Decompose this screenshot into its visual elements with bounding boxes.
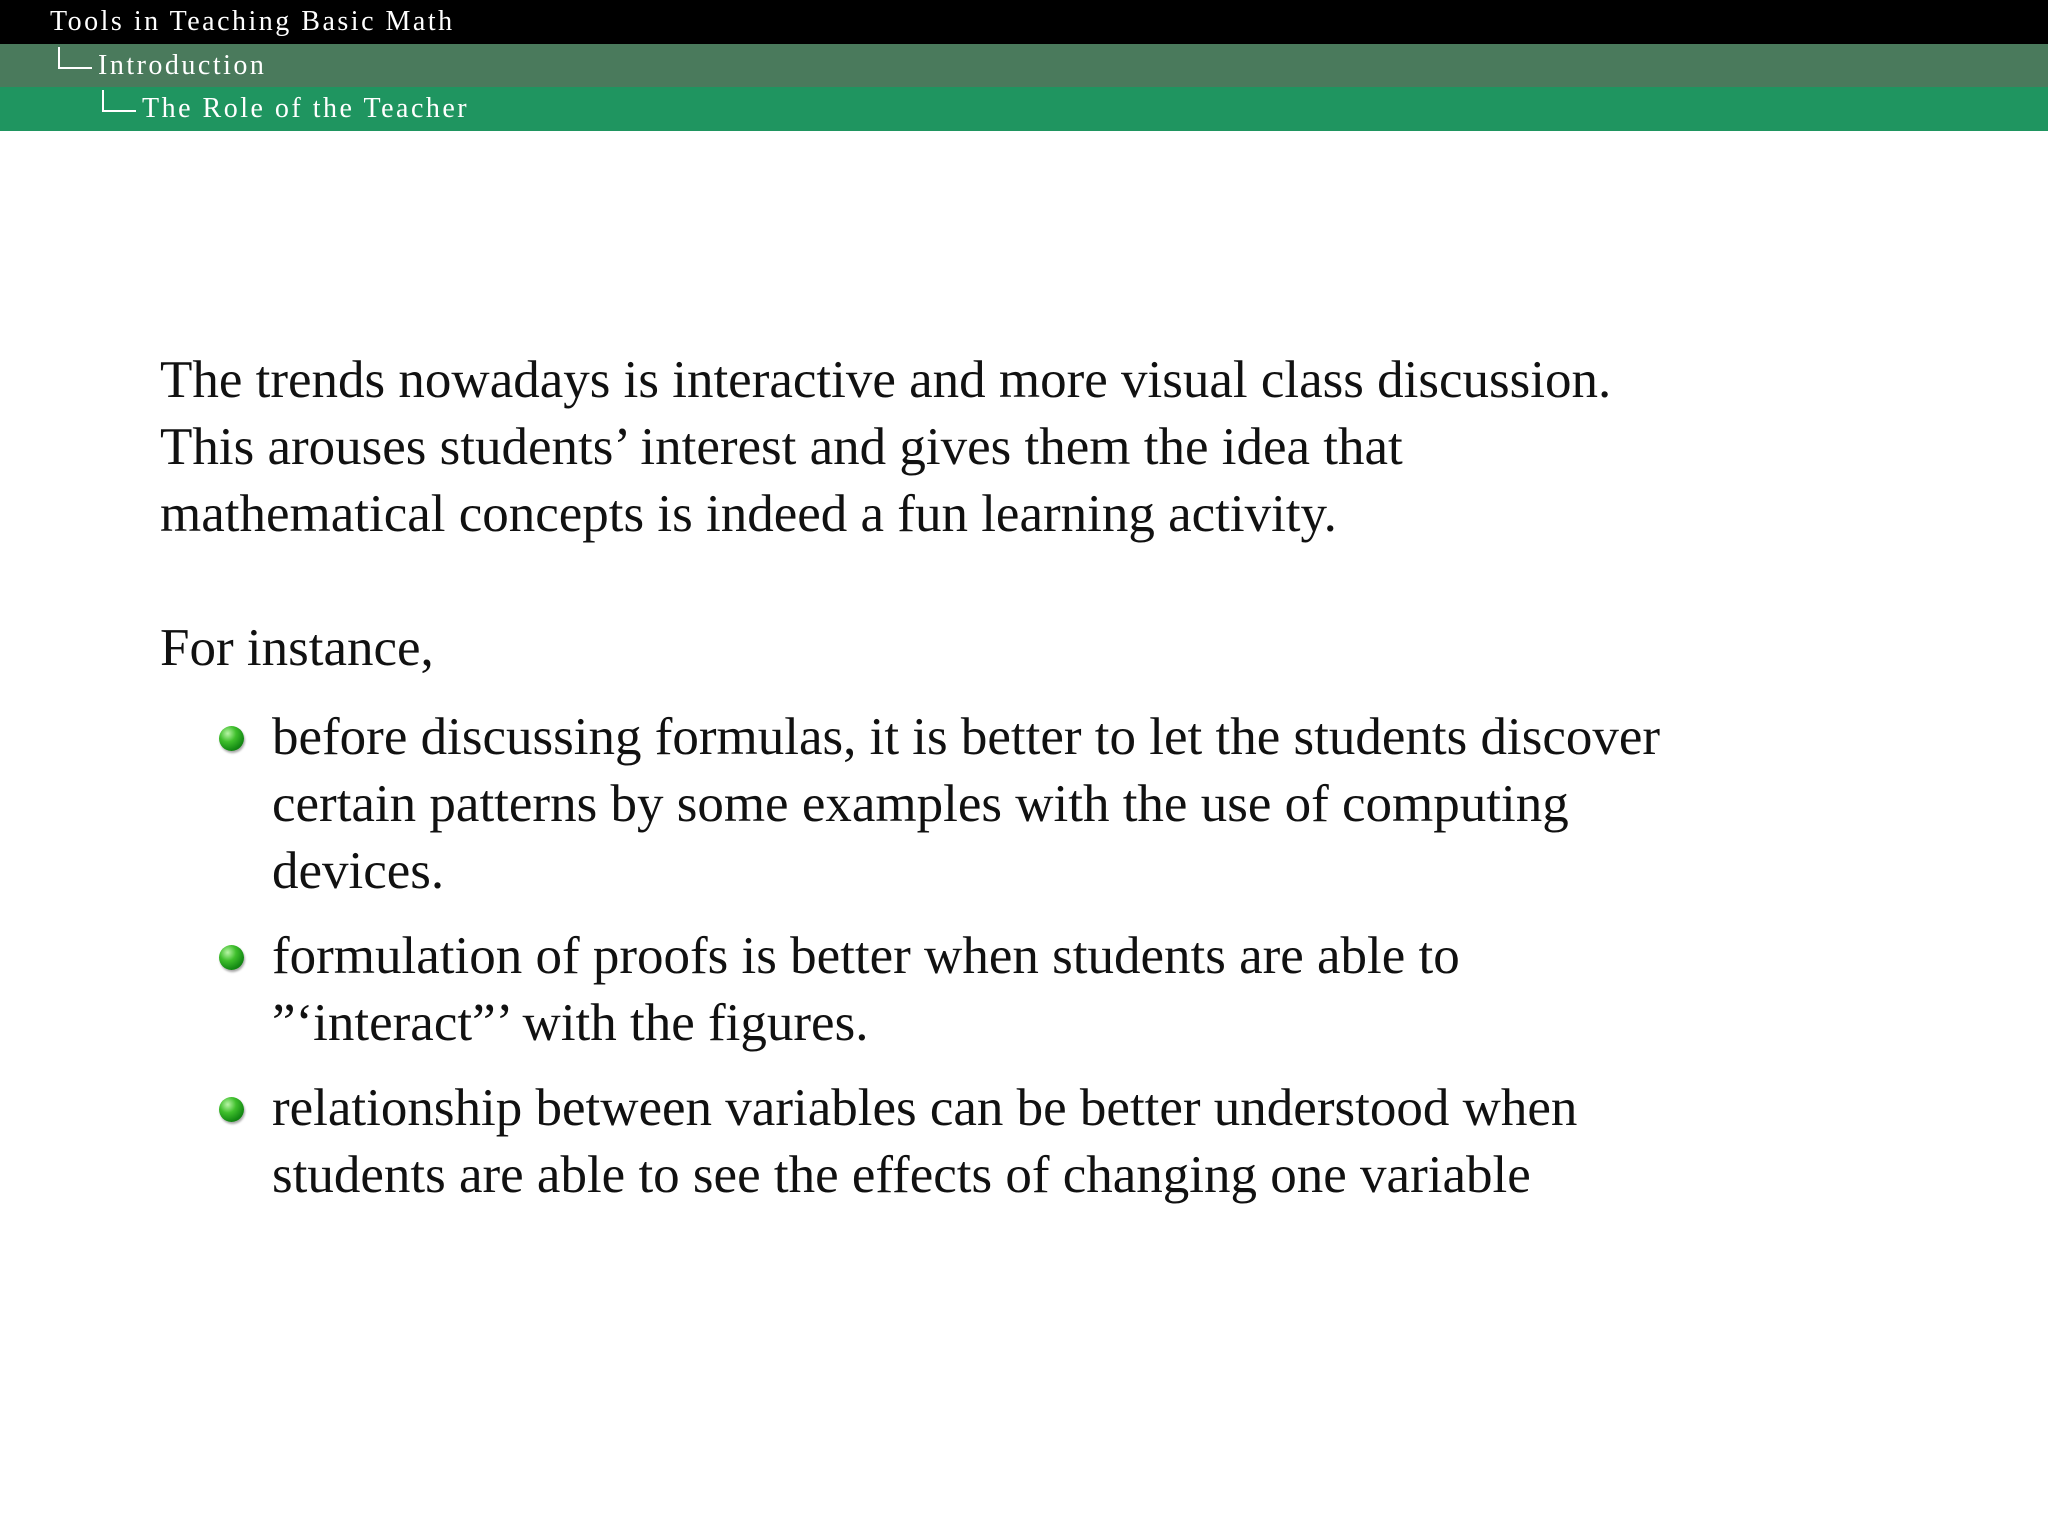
title-bar bbox=[0, 0, 2048, 44]
slide-header bbox=[0, 0, 2048, 131]
section-title: Introduction bbox=[98, 50, 267, 81]
intro-line: This arouses students’ interest and gives them the idea that bbox=[160, 418, 1403, 476]
green-ball-bullet-icon bbox=[219, 1097, 244, 1122]
bullet-line: relationship between variables can be better understood when bbox=[272, 1079, 1578, 1137]
lead-in-text: For instance, bbox=[160, 619, 434, 677]
slide-body bbox=[160, 347, 1940, 1227]
bullet-line: ”‘interact”’ with the figures. bbox=[272, 994, 869, 1052]
tree-branch-icon bbox=[58, 47, 92, 69]
intro-paragraph bbox=[160, 347, 1940, 548]
intro-line: mathematical concepts is indeed a fun learning activity. bbox=[160, 485, 1337, 543]
bullet-line: before discussing formulas, it is better to let the students discover bbox=[272, 708, 1661, 766]
section-bar bbox=[0, 44, 2048, 88]
list-item bbox=[160, 1075, 1940, 1209]
green-ball-bullet-icon bbox=[219, 726, 244, 751]
green-ball-bullet-icon bbox=[219, 945, 244, 970]
bullet-line: formulation of proofs is better when students are able to bbox=[272, 927, 1460, 985]
list-item bbox=[160, 704, 1940, 905]
bullet-line: devices. bbox=[272, 842, 445, 900]
bullet-line: certain patterns by some examples with the use of computing bbox=[272, 775, 1569, 833]
presentation-title: Tools in Teaching Basic Math bbox=[50, 6, 455, 37]
subsection-bar bbox=[0, 87, 2048, 131]
tree-branch-icon bbox=[102, 90, 136, 112]
subsection-title: The Role of the Teacher bbox=[142, 93, 470, 124]
intro-line: The trends nowadays is interactive and more visual class discussion. bbox=[160, 351, 1612, 409]
list-item bbox=[160, 923, 1940, 1057]
bullet-list bbox=[160, 704, 1940, 1209]
bullet-line: students are able to see the effects of changing one variable bbox=[272, 1146, 1531, 1204]
